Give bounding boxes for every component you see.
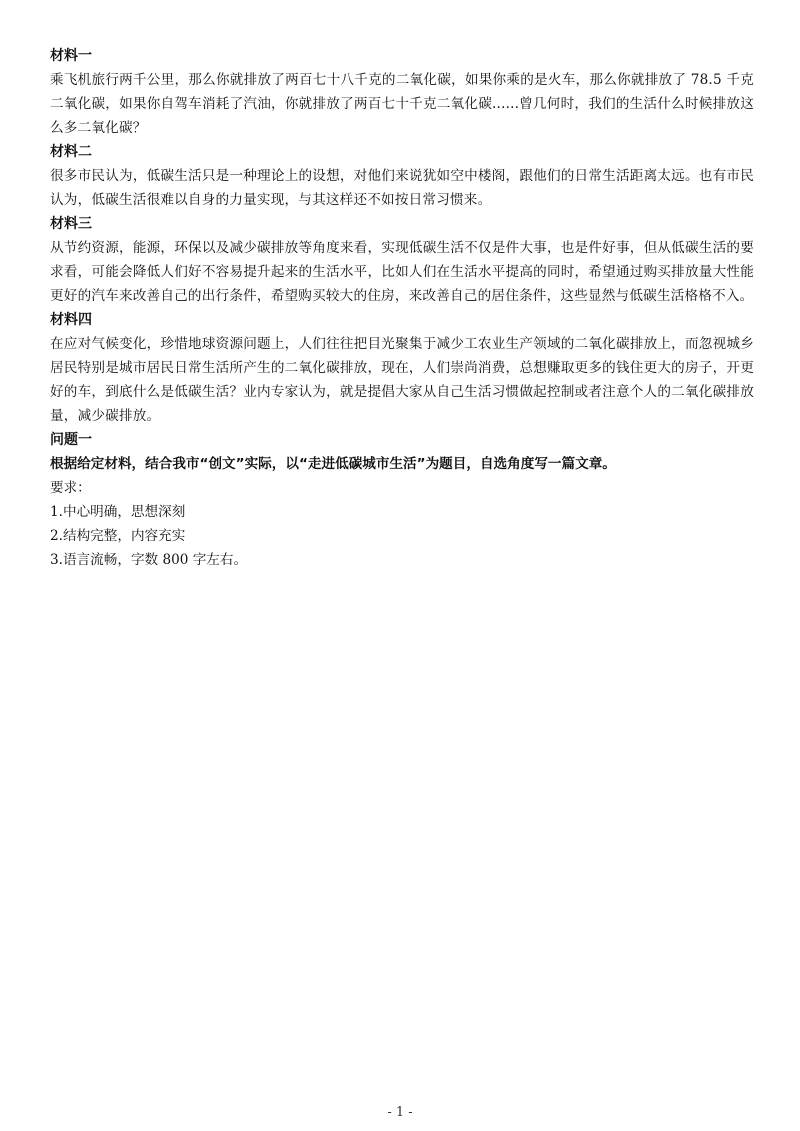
material-4-text: 在应对气候变化，珍惜地球资源问题上，人们往往把目光聚集于减少工农业生产领域的二氧化碳排放上，而忽视城乡居民特别是城市居民日常生活所产生的二氧化碳排放，现在，人们崇尚消费，总想赚取更多的钱住更大的房子，开更好的车，到底什么是低碳生活？业内专家认为，就是提倡大家从自己生活习惯做起控制或者注意个人的二氧化碳排放量，减少碳排放。 bbox=[50, 336, 754, 424]
material-4-heading: 材料四 bbox=[50, 312, 92, 328]
page-number: - 1 - bbox=[387, 1105, 413, 1120]
material-section-2 bbox=[50, 140, 754, 212]
document-body bbox=[50, 44, 754, 572]
material-1-text: 乘飞机旅行两千公里，那么你就排放了两百七十八千克的二氧化碳，如果你乘的是火车，那么你就排放了 78.5 千克二氧化碳，如果你自驾车消耗了汽油，你就排放了两百七十千克二氧化碳......曾几何时，我们的生活什么时候排放这么多二氧化碳？ bbox=[50, 72, 754, 136]
requirement-item: 3.语言流畅，字数 800 字左右。 bbox=[50, 552, 248, 568]
requirements-label: 要求： bbox=[50, 480, 91, 496]
question-prompt: 根据给定材料，结合我市“创文”实际，以“走进低碳城市生活”为题目，自选角度写一篇文章。 bbox=[50, 456, 616, 472]
material-section-3 bbox=[50, 212, 754, 308]
material-section-1 bbox=[50, 44, 754, 140]
material-3-text: 从节约资源，能源，环保以及减少碳排放等角度来看，实现低碳生活不仅是件大事，也是件好事，但从低碳生活的要求看，可能会降低人们好不容易提升起来的生活水平，比如人们在生活水平提高的同时，希望通过购买排放量大性能更好的汽车来改善自己的出行条件，希望购买较大的住房，来改善自己的居住条件，这些显然与低碳生活格格不入。 bbox=[50, 240, 754, 304]
question-section bbox=[50, 428, 754, 572]
material-2-heading: 材料二 bbox=[50, 144, 92, 160]
material-1-heading: 材料一 bbox=[50, 48, 92, 64]
material-3-heading: 材料三 bbox=[50, 216, 92, 232]
question-heading: 问题一 bbox=[50, 432, 92, 448]
requirement-item: 2.结构完整，内容充实 bbox=[50, 528, 186, 544]
material-2-text: 很多市民认为，低碳生活只是一种理论上的设想，对他们来说犹如空中楼阁，跟他们的日常生活距离太远。也有市民认为，低碳生活很难以自身的力量实现，与其这样还不如按日常习惯来。 bbox=[50, 168, 754, 208]
requirement-item: 1.中心明确，思想深刻 bbox=[50, 504, 186, 520]
material-section-4 bbox=[50, 308, 754, 428]
